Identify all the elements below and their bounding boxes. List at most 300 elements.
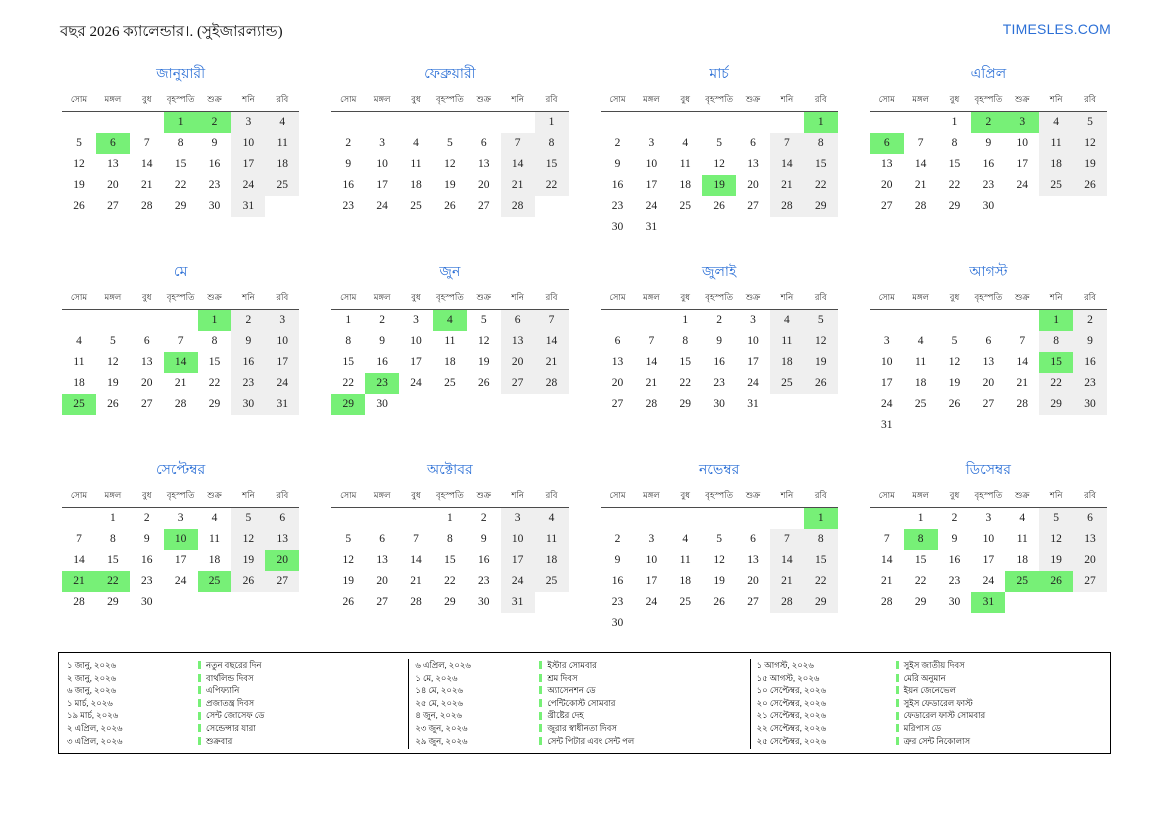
day-cell[interactable]: 25 [679, 200, 691, 212]
day-cell[interactable]: 15 [208, 356, 221, 368]
day-cell[interactable]: 1 [345, 314, 352, 327]
day-cell[interactable]: 5 [446, 137, 453, 149]
day-cell[interactable]: 9 [614, 554, 621, 566]
day-cell[interactable]: 11 [679, 554, 691, 566]
day-cell[interactable]: 17 [1016, 158, 1028, 170]
day-cell[interactable]: 24 [982, 575, 995, 587]
day-cell[interactable]: 31 [645, 221, 658, 233]
day-cell[interactable]: 15 [174, 158, 187, 170]
day-cell[interactable]: 4 [413, 137, 419, 149]
weekend-day-cell[interactable]: 11 [265, 133, 299, 154]
day-cell[interactable]: 11 [444, 335, 456, 347]
weekend-day-cell[interactable]: 12 [804, 331, 838, 352]
day-cell[interactable]: 21 [174, 377, 187, 389]
weekend-day-cell[interactable]: 6 [501, 310, 535, 331]
holiday-day-cell[interactable]: 14 [164, 352, 198, 373]
weekend-day-cell[interactable]: 22 [535, 175, 569, 196]
weekend-day-cell[interactable]: 15 [535, 154, 569, 175]
weekend-day-cell[interactable]: 14 [770, 550, 804, 571]
weekend-day-cell[interactable]: 13 [501, 331, 535, 352]
day-cell[interactable]: 9 [211, 137, 218, 149]
day-cell[interactable]: 26 [948, 398, 961, 410]
day-cell[interactable]: 10 [1016, 137, 1028, 149]
weekend-day-cell[interactable]: 18 [770, 352, 804, 373]
day-cell[interactable]: 16 [208, 158, 221, 170]
day-cell[interactable]: 7 [648, 335, 655, 347]
day-cell[interactable]: 21 [410, 575, 422, 587]
weekend-day-cell[interactable]: 27 [265, 571, 299, 592]
weekend-day-cell[interactable]: 16 [231, 352, 265, 373]
weekend-day-cell[interactable]: 24 [501, 571, 535, 592]
day-cell[interactable]: 12 [713, 554, 725, 566]
day-cell[interactable]: 16 [342, 179, 354, 191]
day-cell[interactable]: 1 [682, 314, 689, 327]
weekend-day-cell[interactable]: 19 [231, 550, 265, 571]
day-cell[interactable]: 11 [410, 158, 422, 170]
day-cell[interactable]: 30 [948, 596, 961, 608]
day-cell[interactable]: 10 [645, 158, 658, 170]
weekend-day-cell[interactable]: 24 [265, 373, 299, 394]
weekend-day-cell[interactable]: 18 [535, 550, 569, 571]
weekend-day-cell[interactable]: 17 [265, 352, 299, 373]
day-cell[interactable]: 23 [948, 575, 961, 587]
day-cell[interactable]: 26 [478, 377, 490, 389]
day-cell[interactable]: 2 [716, 314, 722, 327]
weekend-day-cell[interactable]: 26 [804, 373, 838, 394]
weekend-day-cell[interactable]: 11 [535, 529, 569, 550]
weekend-day-cell[interactable]: 5 [231, 508, 265, 529]
day-cell[interactable]: 27 [107, 200, 119, 212]
day-cell[interactable]: 17 [982, 554, 995, 566]
weekend-day-cell[interactable]: 12 [1073, 133, 1107, 154]
weekend-day-cell[interactable]: 23 [1073, 373, 1107, 394]
weekend-day-cell[interactable]: 22 [804, 571, 838, 592]
day-cell[interactable]: 21 [880, 575, 893, 587]
weekend-day-cell[interactable]: 5 [804, 310, 838, 331]
weekend-day-cell[interactable]: 3 [265, 310, 299, 331]
day-cell[interactable]: 23 [611, 200, 624, 212]
day-cell[interactable]: 17 [376, 179, 388, 191]
holiday-day-cell[interactable]: 1 [804, 508, 838, 529]
day-cell[interactable]: 22 [342, 377, 354, 389]
day-cell[interactable]: 12 [948, 356, 961, 368]
weekend-day-cell[interactable]: 12 [231, 529, 265, 550]
day-cell[interactable]: 6 [750, 137, 756, 149]
day-cell[interactable]: 18 [679, 575, 691, 587]
day-cell[interactable]: 6 [379, 533, 385, 545]
day-cell[interactable]: 11 [679, 158, 691, 170]
holiday-day-cell[interactable]: 1 [1039, 310, 1073, 331]
weekend-day-cell[interactable]: 8 [804, 529, 838, 550]
weekend-day-cell[interactable]: 3 [231, 112, 265, 133]
holiday-day-cell[interactable]: 25 [1005, 571, 1039, 592]
day-cell[interactable]: 3 [648, 533, 655, 545]
day-cell[interactable]: 5 [109, 335, 116, 347]
day-cell[interactable]: 25 [410, 200, 422, 212]
holiday-day-cell[interactable]: 2 [971, 112, 1005, 133]
day-cell[interactable]: 10 [880, 356, 893, 368]
weekend-day-cell[interactable]: 12 [1039, 529, 1073, 550]
day-cell[interactable]: 13 [880, 158, 893, 170]
day-cell[interactable]: 31 [880, 419, 893, 431]
day-cell[interactable]: 26 [713, 200, 725, 212]
day-cell[interactable]: 17 [747, 356, 759, 368]
day-cell[interactable]: 10 [376, 158, 388, 170]
holiday-day-cell[interactable]: 21 [62, 571, 96, 592]
weekend-day-cell[interactable]: 21 [501, 175, 535, 196]
day-cell[interactable]: 2 [614, 137, 621, 149]
weekend-day-cell[interactable]: 21 [770, 175, 804, 196]
day-cell[interactable]: 30 [208, 200, 221, 212]
day-cell[interactable]: 22 [948, 179, 961, 191]
day-cell[interactable]: 18 [410, 179, 422, 191]
day-cell[interactable]: 3 [648, 137, 655, 149]
weekend-day-cell[interactable]: 29 [804, 592, 838, 613]
day-cell[interactable]: 9 [480, 533, 487, 545]
day-cell[interactable]: 24 [410, 377, 422, 389]
day-cell[interactable]: 3 [750, 314, 756, 327]
day-cell[interactable]: 5 [716, 137, 722, 149]
day-cell[interactable]: 30 [982, 200, 995, 212]
day-cell[interactable]: 23 [140, 575, 153, 587]
day-cell[interactable]: 27 [880, 200, 893, 212]
day-cell[interactable]: 15 [107, 554, 119, 566]
day-cell[interactable]: 27 [376, 596, 388, 608]
day-cell[interactable]: 23 [208, 179, 221, 191]
day-cell[interactable]: 13 [376, 554, 388, 566]
day-cell[interactable]: 29 [679, 398, 691, 410]
day-cell[interactable]: 9 [951, 533, 958, 545]
day-cell[interactable]: 27 [747, 596, 759, 608]
weekend-day-cell[interactable]: 28 [535, 373, 569, 394]
weekend-day-cell[interactable]: 25 [770, 373, 804, 394]
day-cell[interactable]: 26 [342, 596, 354, 608]
day-cell[interactable]: 30 [140, 596, 153, 608]
day-cell[interactable]: 12 [73, 158, 85, 170]
day-cell[interactable]: 16 [376, 356, 388, 368]
weekend-day-cell[interactable]: 13 [265, 529, 299, 550]
weekend-day-cell[interactable]: 31 [231, 196, 265, 217]
weekend-day-cell[interactable]: 25 [1039, 175, 1073, 196]
day-cell[interactable]: 1 [446, 512, 453, 525]
day-cell[interactable]: 10 [645, 554, 658, 566]
day-cell[interactable]: 4 [917, 335, 924, 347]
weekend-day-cell[interactable]: 18 [265, 154, 299, 175]
day-cell[interactable]: 22 [444, 575, 456, 587]
weekend-day-cell[interactable]: 17 [231, 154, 265, 175]
holiday-day-cell[interactable]: 15 [1039, 352, 1073, 373]
day-cell[interactable]: 7 [413, 533, 419, 545]
day-cell[interactable]: 12 [478, 335, 490, 347]
day-cell[interactable]: 17 [880, 377, 893, 389]
day-cell[interactable]: 19 [948, 377, 961, 389]
weekend-day-cell[interactable]: 5 [1039, 508, 1073, 529]
weekend-day-cell[interactable]: 7 [770, 133, 804, 154]
day-cell[interactable]: 4 [76, 335, 82, 347]
day-cell[interactable]: 24 [174, 575, 187, 587]
day-cell[interactable]: 21 [645, 377, 658, 389]
day-cell[interactable]: 27 [982, 398, 995, 410]
holiday-day-cell[interactable]: 26 [1039, 571, 1073, 592]
day-cell[interactable]: 28 [73, 596, 85, 608]
day-cell[interactable]: 16 [713, 356, 725, 368]
day-cell[interactable]: 7 [76, 533, 82, 545]
day-cell[interactable]: 24 [645, 200, 658, 212]
weekend-day-cell[interactable]: 11 [770, 331, 804, 352]
weekend-day-cell[interactable]: 10 [265, 331, 299, 352]
day-cell[interactable]: 28 [140, 200, 153, 212]
day-cell[interactable]: 28 [410, 596, 422, 608]
day-cell[interactable]: 16 [948, 554, 961, 566]
day-cell[interactable]: 16 [140, 554, 153, 566]
holiday-day-cell[interactable]: 25 [62, 394, 96, 415]
day-cell[interactable]: 14 [914, 158, 927, 170]
day-cell[interactable]: 22 [174, 179, 187, 191]
weekend-day-cell[interactable]: 27 [501, 373, 535, 394]
weekend-day-cell[interactable]: 27 [1073, 571, 1107, 592]
weekend-day-cell[interactable]: 18 [1039, 154, 1073, 175]
weekend-day-cell[interactable]: 6 [265, 508, 299, 529]
weekend-day-cell[interactable]: 6 [1073, 508, 1107, 529]
day-cell[interactable]: 1 [109, 512, 116, 525]
day-cell[interactable]: 8 [951, 137, 958, 149]
weekend-day-cell[interactable]: 24 [231, 175, 265, 196]
day-cell[interactable]: 23 [611, 596, 624, 608]
day-cell[interactable]: 16 [611, 575, 624, 587]
day-cell[interactable]: 29 [174, 200, 187, 212]
holiday-day-cell[interactable]: 6 [96, 133, 130, 154]
day-cell[interactable]: 5 [951, 335, 958, 347]
weekend-day-cell[interactable]: 7 [501, 133, 535, 154]
day-cell[interactable]: 4 [682, 137, 689, 149]
day-cell[interactable]: 7 [177, 335, 184, 347]
day-cell[interactable]: 15 [914, 554, 927, 566]
day-cell[interactable]: 2 [379, 314, 385, 327]
day-cell[interactable]: 2 [951, 512, 958, 525]
day-cell[interactable]: 1 [951, 116, 958, 129]
day-cell[interactable]: 10 [747, 335, 759, 347]
day-cell[interactable]: 4 [1019, 512, 1026, 525]
day-cell[interactable]: 25 [679, 596, 691, 608]
day-cell[interactable]: 22 [914, 575, 927, 587]
day-cell[interactable]: 9 [985, 137, 992, 149]
weekend-day-cell[interactable]: 21 [770, 571, 804, 592]
day-cell[interactable]: 20 [107, 179, 119, 191]
day-cell[interactable]: 11 [1016, 533, 1028, 545]
day-cell[interactable]: 14 [73, 554, 85, 566]
weekend-day-cell[interactable]: 4 [535, 508, 569, 529]
brand-link[interactable]: TIMESLES.COM [1002, 21, 1111, 37]
weekend-day-cell[interactable]: 4 [1039, 112, 1073, 133]
day-cell[interactable]: 11 [208, 533, 221, 545]
weekend-day-cell[interactable]: 15 [804, 154, 838, 175]
day-cell[interactable]: 18 [208, 554, 221, 566]
day-cell[interactable]: 29 [208, 398, 221, 410]
day-cell[interactable]: 22 [208, 377, 221, 389]
day-cell[interactable]: 26 [713, 596, 725, 608]
day-cell[interactable]: 24 [747, 377, 759, 389]
weekend-day-cell[interactable]: 22 [804, 175, 838, 196]
weekend-day-cell[interactable]: 31 [265, 394, 299, 415]
day-cell[interactable]: 17 [645, 575, 658, 587]
day-cell[interactable]: 1 [917, 512, 924, 525]
day-cell[interactable]: 14 [140, 158, 153, 170]
holiday-day-cell[interactable]: 29 [331, 394, 365, 415]
weekend-day-cell[interactable]: 26 [231, 571, 265, 592]
day-cell[interactable]: 12 [342, 554, 354, 566]
weekend-day-cell[interactable]: 2 [1073, 310, 1107, 331]
day-cell[interactable]: 6 [614, 335, 621, 347]
day-cell[interactable]: 4 [682, 533, 689, 545]
day-cell[interactable]: 3 [883, 335, 890, 347]
day-cell[interactable]: 22 [679, 377, 691, 389]
day-cell[interactable]: 18 [1016, 554, 1028, 566]
weekend-day-cell[interactable]: 8 [535, 133, 569, 154]
weekend-day-cell[interactable]: 7 [770, 529, 804, 550]
day-cell[interactable]: 14 [880, 554, 893, 566]
day-cell[interactable]: 18 [679, 179, 691, 191]
day-cell[interactable]: 31 [747, 398, 759, 410]
weekend-day-cell[interactable]: 4 [770, 310, 804, 331]
day-cell[interactable]: 5 [480, 314, 487, 327]
weekend-day-cell[interactable]: 10 [231, 133, 265, 154]
day-cell[interactable]: 13 [107, 158, 119, 170]
day-cell[interactable]: 25 [444, 377, 456, 389]
day-cell[interactable]: 28 [174, 398, 187, 410]
day-cell[interactable]: 29 [914, 596, 927, 608]
day-cell[interactable]: 17 [410, 356, 422, 368]
weekend-day-cell[interactable]: 16 [1073, 352, 1107, 373]
day-cell[interactable]: 2 [345, 137, 352, 149]
weekend-day-cell[interactable]: 30 [231, 394, 265, 415]
weekend-day-cell[interactable]: 17 [501, 550, 535, 571]
weekend-day-cell[interactable]: 14 [770, 154, 804, 175]
weekend-day-cell[interactable]: 9 [231, 331, 265, 352]
day-cell[interactable]: 18 [73, 377, 85, 389]
day-cell[interactable]: 19 [342, 575, 354, 587]
day-cell[interactable]: 24 [1016, 179, 1028, 191]
day-cell[interactable]: 29 [107, 596, 119, 608]
weekend-day-cell[interactable]: 14 [535, 331, 569, 352]
day-cell[interactable]: 7 [883, 533, 890, 545]
weekend-day-cell[interactable]: 22 [1039, 373, 1073, 394]
day-cell[interactable]: 15 [444, 554, 456, 566]
day-cell[interactable]: 21 [140, 179, 153, 191]
day-cell[interactable]: 26 [444, 200, 456, 212]
day-cell[interactable]: 18 [914, 377, 927, 389]
day-cell[interactable]: 28 [914, 200, 927, 212]
day-cell[interactable]: 23 [982, 179, 995, 191]
day-cell[interactable]: 20 [140, 377, 153, 389]
weekend-day-cell[interactable]: 8 [804, 133, 838, 154]
day-cell[interactable]: 23 [713, 377, 725, 389]
day-cell[interactable]: 11 [915, 356, 927, 368]
day-cell[interactable]: 16 [478, 554, 490, 566]
day-cell[interactable]: 20 [982, 377, 995, 389]
day-cell[interactable]: 24 [880, 398, 893, 410]
holiday-day-cell[interactable]: 2 [198, 112, 232, 133]
holiday-day-cell[interactable]: 23 [365, 373, 399, 394]
day-cell[interactable]: 20 [376, 575, 388, 587]
weekend-day-cell[interactable]: 3 [501, 508, 535, 529]
day-cell[interactable]: 27 [140, 398, 153, 410]
weekend-day-cell[interactable]: 4 [265, 112, 299, 133]
day-cell[interactable]: 10 [410, 335, 422, 347]
holiday-day-cell[interactable]: 6 [870, 133, 904, 154]
day-cell[interactable]: 14 [645, 356, 658, 368]
day-cell[interactable]: 14 [410, 554, 422, 566]
holiday-day-cell[interactable]: 31 [971, 592, 1005, 613]
day-cell[interactable]: 19 [444, 179, 456, 191]
day-cell[interactable]: 8 [446, 533, 453, 545]
day-cell[interactable]: 19 [713, 575, 725, 587]
weekend-day-cell[interactable]: 29 [804, 196, 838, 217]
day-cell[interactable]: 28 [880, 596, 893, 608]
day-cell[interactable]: 15 [342, 356, 354, 368]
day-cell[interactable]: 13 [611, 356, 624, 368]
day-cell[interactable]: 16 [982, 158, 995, 170]
day-cell[interactable]: 9 [345, 158, 352, 170]
weekend-day-cell[interactable]: 15 [804, 550, 838, 571]
day-cell[interactable]: 20 [747, 575, 759, 587]
day-cell[interactable]: 7 [1019, 335, 1026, 347]
day-cell[interactable]: 17 [645, 179, 658, 191]
holiday-day-cell[interactable]: 3 [1005, 112, 1039, 133]
day-cell[interactable]: 9 [143, 533, 150, 545]
weekend-day-cell[interactable]: 14 [501, 154, 535, 175]
holiday-day-cell[interactable]: 22 [96, 571, 130, 592]
day-cell[interactable]: 2 [614, 533, 621, 545]
day-cell[interactable]: 13 [747, 554, 759, 566]
holiday-day-cell[interactable]: 1 [804, 112, 838, 133]
day-cell[interactable]: 6 [480, 137, 487, 149]
day-cell[interactable]: 30 [611, 617, 624, 629]
day-cell[interactable]: 8 [177, 137, 184, 149]
day-cell[interactable]: 6 [143, 335, 150, 347]
holiday-day-cell[interactable]: 20 [265, 550, 299, 571]
holiday-day-cell[interactable]: 8 [904, 529, 938, 550]
weekend-day-cell[interactable]: 5 [1073, 112, 1107, 133]
weekend-day-cell[interactable]: 9 [1073, 331, 1107, 352]
day-cell[interactable]: 13 [140, 356, 153, 368]
day-cell[interactable]: 3 [379, 137, 385, 149]
day-cell[interactable]: 30 [713, 398, 725, 410]
day-cell[interactable]: 20 [478, 179, 490, 191]
holiday-day-cell[interactable]: 1 [198, 310, 232, 331]
day-cell[interactable]: 8 [345, 335, 352, 347]
day-cell[interactable]: 3 [177, 512, 184, 525]
weekend-day-cell[interactable]: 28 [501, 196, 535, 217]
day-cell[interactable]: 12 [713, 158, 725, 170]
day-cell[interactable]: 16 [611, 179, 624, 191]
day-cell[interactable]: 20 [880, 179, 893, 191]
day-cell[interactable]: 30 [478, 596, 490, 608]
weekend-day-cell[interactable]: 10 [501, 529, 535, 550]
day-cell[interactable]: 9 [716, 335, 722, 347]
day-cell[interactable]: 23 [478, 575, 490, 587]
day-cell[interactable]: 8 [682, 335, 689, 347]
day-cell[interactable]: 28 [645, 398, 658, 410]
holiday-day-cell[interactable]: 25 [198, 571, 232, 592]
weekend-day-cell[interactable]: 7 [535, 310, 569, 331]
holiday-day-cell[interactable]: 4 [433, 310, 467, 331]
holiday-day-cell[interactable]: 1 [164, 112, 198, 133]
weekend-day-cell[interactable]: 25 [265, 175, 299, 196]
weekend-day-cell[interactable]: 20 [1073, 550, 1107, 571]
weekend-day-cell[interactable]: 28 [770, 592, 804, 613]
day-cell[interactable]: 15 [948, 158, 961, 170]
weekend-day-cell[interactable]: 23 [231, 373, 265, 394]
